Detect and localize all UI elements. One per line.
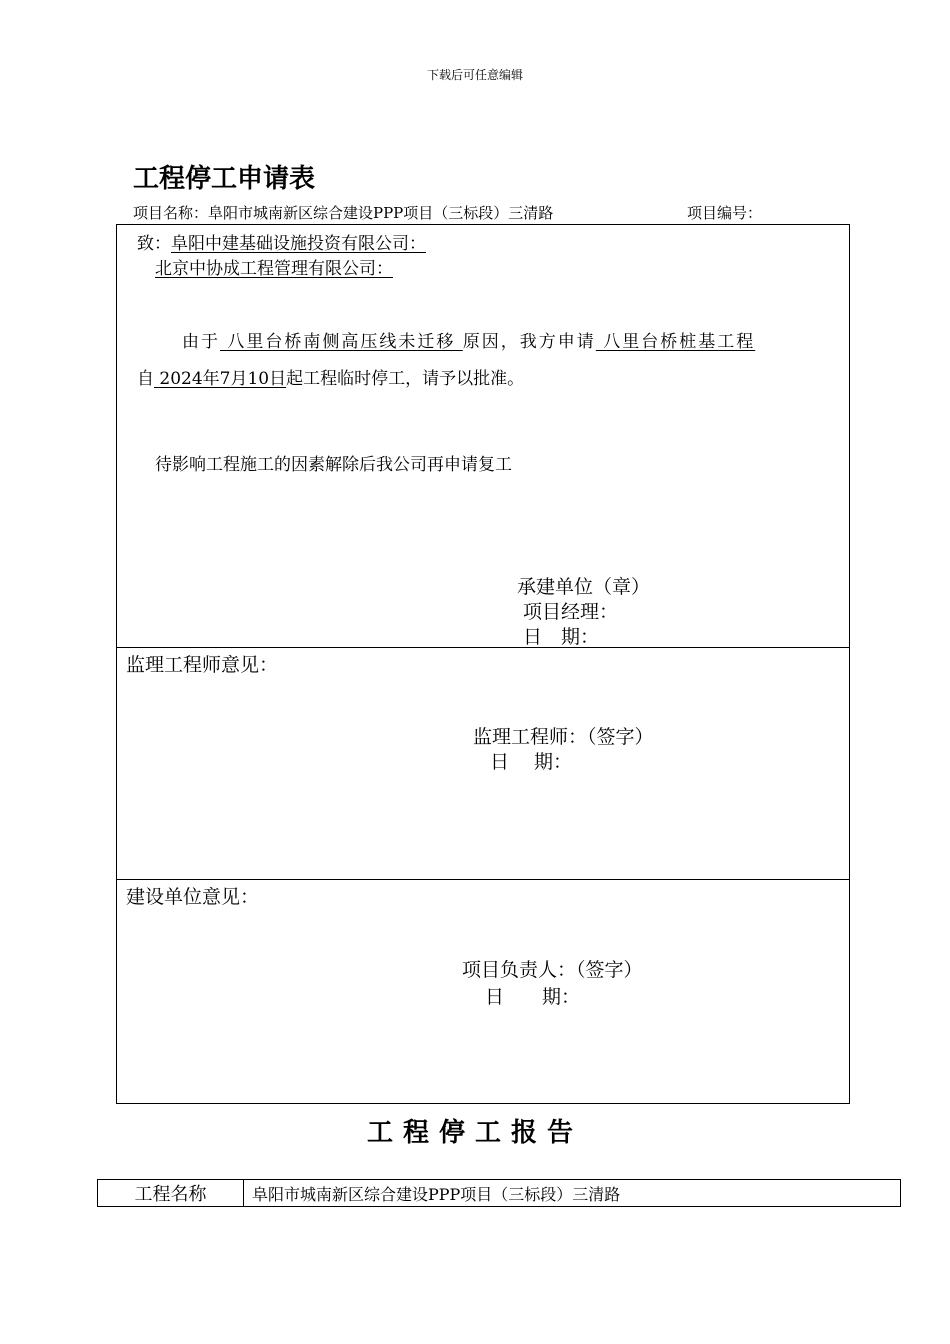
work-item: 八里台桥桩基工程 <box>595 332 756 352</box>
application-section <box>116 224 850 648</box>
project-manager-label: 项目经理： <box>523 601 619 623</box>
header-note: 下载后可任意编辑 <box>426 68 523 82</box>
reason-prefix: 由于 <box>182 332 220 352</box>
supervisor-sign-label: 监理工程师：（签字） <box>473 726 654 748</box>
from-suffix: 起工程临时停工，请予以批准。 <box>286 369 525 389</box>
date-line <box>137 364 524 389</box>
supervisor-opinion-label: 监理工程师意见： <box>126 654 279 676</box>
owner-date-label: 日 期： <box>485 986 581 1008</box>
owner-section <box>116 879 850 1104</box>
contractor-stamp: 承建单位（章） <box>517 576 651 598</box>
project-name-header: 工程名称 <box>98 1180 244 1207</box>
owner-opinion-label: 建设单位意见： <box>126 886 260 908</box>
resume-note: 待影响工程施工的因素解除后我公司再申请复工 <box>155 455 512 475</box>
supervisor-date-label: 日 期： <box>490 751 573 773</box>
recipient-2: 北京中协成工程管理有限公司： <box>155 259 393 279</box>
contractor-date-label: 日 期： <box>523 626 600 648</box>
report-table <box>97 1179 901 1207</box>
project-name-line: 项目名称：阜阳市城南新区综合建设PPP项目（三标段）三清路 <box>133 204 554 222</box>
stop-reason: 八里台桥南侧高压线未迁移 <box>220 332 463 352</box>
from-prefix: 自 <box>137 369 154 389</box>
project-name-value: 阜阳市城南新区综合建设PPP项目（三标段）三清路 <box>244 1180 901 1207</box>
project-number-label: 项目编号： <box>687 204 763 222</box>
owner-sign-label: 项目负责人：（签字） <box>462 959 643 981</box>
supervisor-section <box>116 646 850 880</box>
reason-line <box>182 327 755 352</box>
reason-suffix: 原因，我方申请 <box>462 332 596 352</box>
table-row <box>98 1180 901 1207</box>
stop-date: 2024年7月10日 <box>154 369 287 389</box>
report-title: 工程停工报告 <box>366 1118 583 1148</box>
to-label: 致： <box>137 234 171 254</box>
recipient-1: 阜阳中建基础设施投资有限公司： <box>171 234 426 254</box>
form-title: 工程停工申请表 <box>133 164 316 194</box>
recipient-block <box>137 229 426 254</box>
